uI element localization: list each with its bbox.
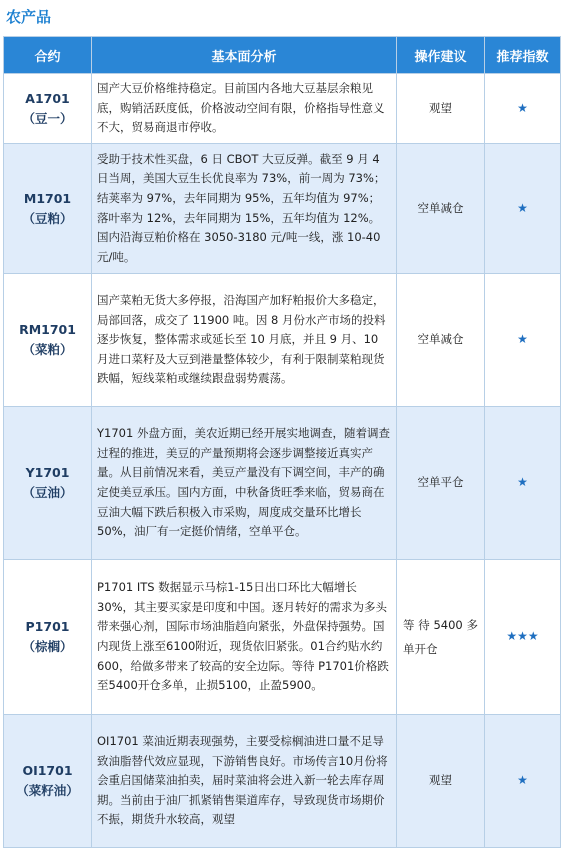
contract-name: （豆一） — [22, 110, 73, 126]
header-advice: 操作建议 — [397, 37, 485, 74]
contract-cell — [4, 407, 92, 560]
contract-name: （菜籽油） — [16, 783, 79, 798]
table-row — [4, 144, 561, 274]
contract-cell — [4, 74, 92, 144]
table-row — [4, 74, 561, 144]
analysis-cell: 受助于技术性买盘，6 日 CBOT 大豆反弹。截至 9 月 4 日当周，美国大豆生长优良率为 73%，前一周为 73%；结荚率为 97%，去年同期为 95%，五年均值为 97%；落叶率为 12%，去年同期为 15%，五年均值为 12%。国内沿海豆粕价格在 3050-3180 元/吨一线，涨 10-40 元/吨。 — [92, 144, 397, 274]
table-row — [4, 560, 561, 715]
rating-stars: ★ — [485, 407, 561, 560]
contract-code: M1701 — [23, 190, 72, 206]
header-rating: 推荐指数 — [485, 37, 561, 74]
contract-code: OI1701 — [22, 763, 73, 778]
rating-stars: ★ — [485, 74, 561, 144]
advice-cell: 空单减仓 — [397, 144, 485, 274]
rating-stars: ★ — [485, 144, 561, 274]
contract-cell — [4, 144, 92, 274]
advice-cell: 观望 — [397, 715, 485, 848]
analysis-cell: 国产菜粕无货大多停报，沿海国产加籽粕报价大多稳定，局部回落，成交了 11900 吨。因 8 月份水产市场的投料逐步恢复，整体需求或延长至 10 月底，并且 9 月、10 月进口菜籽及大豆到港量整体较少，有利于限制菜粕现货跌幅，短线菜粕或继续跟盘弱势震荡。 — [92, 274, 397, 407]
analysis-cell: P1701 ITS 数据显示马棕1-15日出口环比大幅增长30%，其主要买家是印度和中国。逐月转好的需求为多头带来强心剂，国际市场油脂趋向紧张，外盘保持强势。国内现货上涨至6100附近，现货依旧紧张。01合约贴水约600，给做多带来了较高的安全边际。等待 P1701价格跌至5400开仓多单，止损5100，止盈5900。 — [92, 560, 397, 715]
rating-stars: ★★★ — [485, 560, 561, 715]
table-row — [4, 274, 561, 407]
analysis-cell: 国产大豆价格维持稳定。目前国内各地大豆基层余粮见底，购销活跃度低，价格波动空间有限，价格指导性意义不大，贸易商退市停收。 — [92, 74, 397, 144]
analysis-cell: Y1701 外盘方面，美农近期已经开展实地调查，随着调查过程的推进，美豆的产量预期将会逐步调整接近真实产量。从目前情况来看，美豆产量没有下调空间，丰产的确定使美豆承压。国内方面，中秋备货旺季来临，贸易商在豆油大幅下跌后积极入市采购，周度成交量环比增长50%，油厂有一定挺价情绪，空单平仓。 — [92, 407, 397, 560]
contract-name: （豆粕） — [22, 210, 73, 226]
contract-name: （豆油） — [22, 485, 73, 500]
analysis-cell: OI1701 菜油近期表现强势，主要受棕榈油进口量不足导致油脂替代效应显现，下游销售良好。市场传言10月份将会重启国储菜油拍卖，届时菜油将会进入新一轮去库存周期。当前由于油厂抓紧销售渠道库存，导致现货市场期价不振，期货升水较高，观望 — [92, 715, 397, 848]
section-title: 农产品 — [6, 8, 52, 26]
contract-code: A1701 — [25, 90, 70, 106]
header-contract: 合约 — [4, 37, 92, 74]
advice-cell: 空单减仓 — [397, 274, 485, 407]
advice-cell: 空单平仓 — [397, 407, 485, 560]
contract-code: P1701 — [25, 619, 70, 634]
contract-code: Y1701 — [25, 465, 70, 480]
contract-name: （菜粕） — [22, 342, 73, 357]
contract-cell — [4, 560, 92, 715]
rating-stars: ★ — [485, 274, 561, 407]
table-row — [4, 715, 561, 848]
advice-cell: 观望 — [397, 74, 485, 144]
rating-stars: ★ — [485, 715, 561, 848]
contract-cell — [4, 274, 92, 407]
advice-cell: 等待5400多单开仓 — [397, 560, 485, 715]
header-analysis: 基本面分析 — [92, 37, 397, 74]
table-header-row — [4, 37, 561, 74]
table-row — [4, 407, 561, 560]
contract-name: （棕榈） — [22, 639, 73, 654]
fundamentals-table — [3, 36, 561, 848]
contract-cell — [4, 715, 92, 848]
contract-code: RM1701 — [19, 322, 76, 337]
